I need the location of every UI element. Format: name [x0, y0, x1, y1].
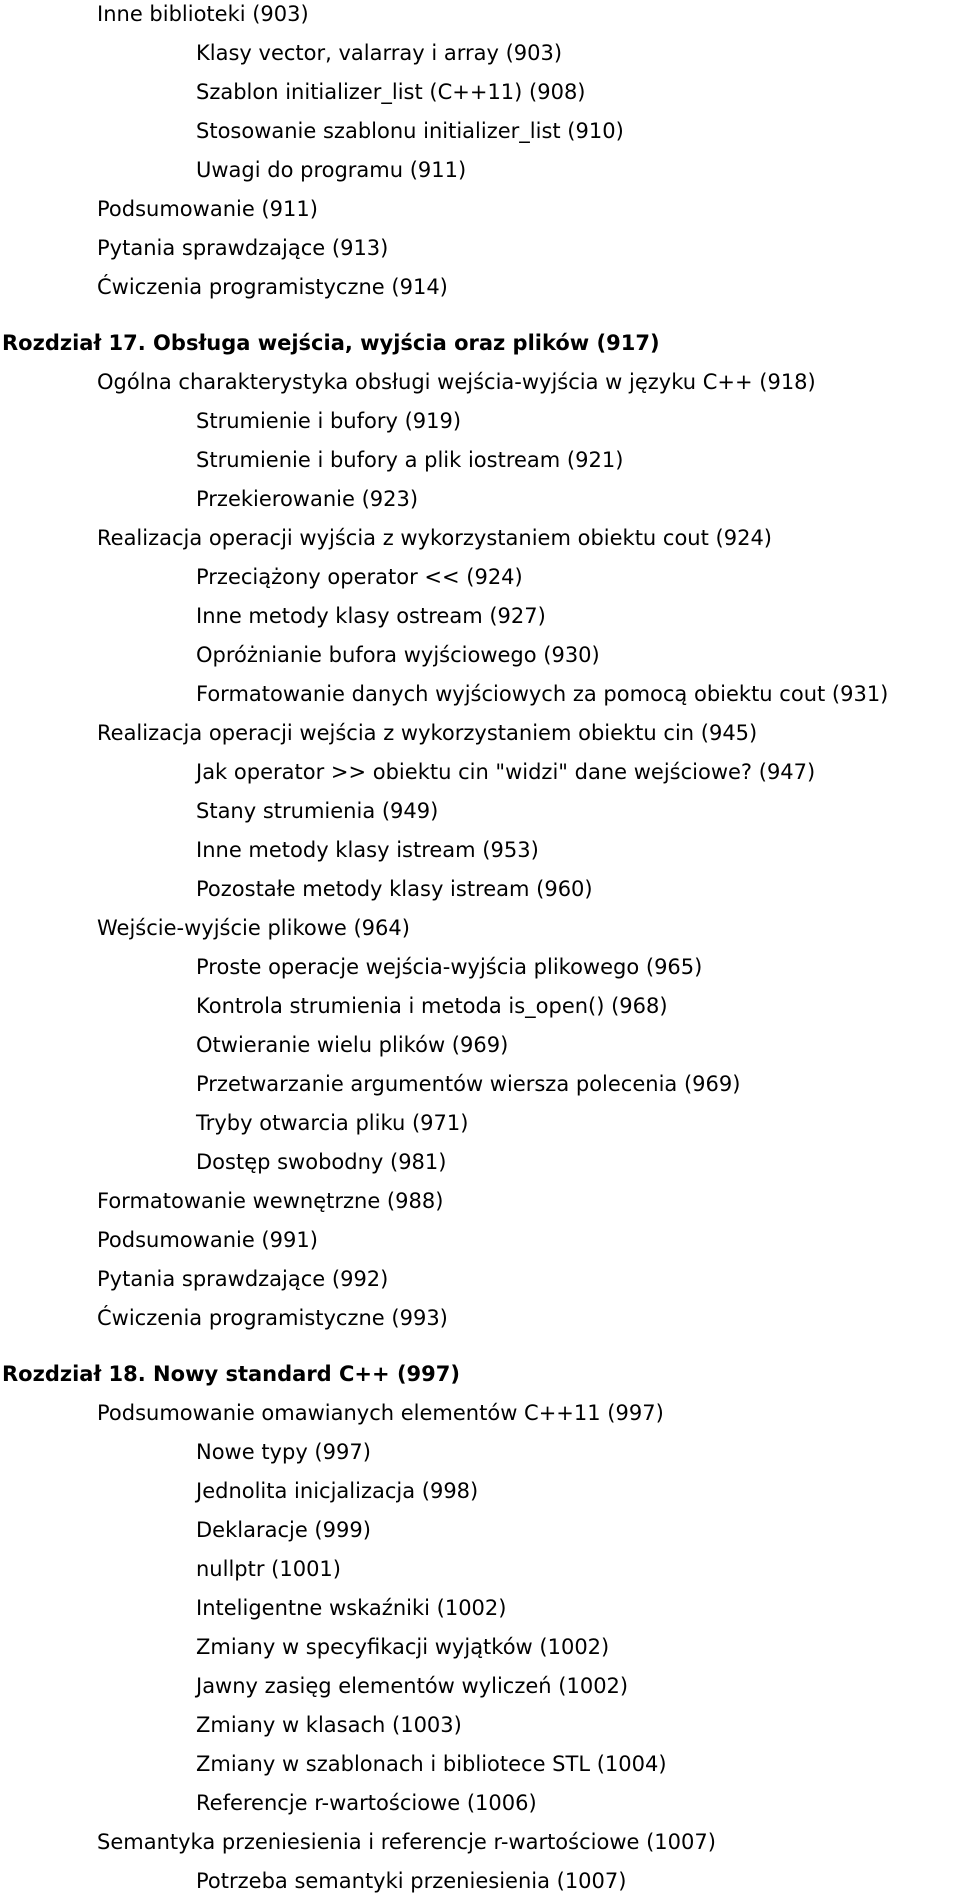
subsection-entry: Stany strumienia (949)	[196, 799, 439, 823]
subsection-entry: Otwieranie wielu plików (969)	[196, 1033, 509, 1057]
subsection-entry: Przeciążony operator << (924)	[196, 565, 523, 589]
subsection-entry: Uwagi do programu (911)	[196, 158, 467, 182]
subsection-entry: Nowe typy (997)	[196, 1440, 371, 1464]
subsection-entry: Kontrola strumienia i metoda is_open() (968)	[196, 994, 668, 1018]
section-entry: Inne biblioteki (903)	[97, 2, 309, 26]
subsection-entry: Proste operacje wejścia-wyjścia plikowego (965)	[196, 955, 703, 979]
section-entry: Realizacja operacji wyjścia z wykorzystaniem obiektu cout (924)	[97, 526, 772, 550]
subsection-entry: Zmiany w szablonach i bibliotece STL (1004)	[196, 1752, 667, 1776]
subsection-entry: Inteligentne wskaźniki (1002)	[196, 1596, 507, 1620]
subsection-entry: Szablon initializer_list (C++11) (908)	[196, 80, 586, 104]
section-entry: Ćwiczenia programistyczne (914)	[97, 275, 448, 299]
subsection-entry: Referencje r-wartościowe (1006)	[196, 1791, 537, 1815]
subsection-entry: Klasy vector, valarray i array (903)	[196, 41, 563, 65]
section-entry: Realizacja operacji wejścia z wykorzystaniem obiektu cin (945)	[97, 721, 758, 745]
subsection-entry: nullptr (1001)	[196, 1557, 341, 1581]
subsection-entry: Jawny zasięg elementów wyliczeń (1002)	[196, 1674, 629, 1698]
section-entry: Formatowanie wewnętrzne (988)	[97, 1189, 444, 1213]
subsection-entry: Strumienie i bufory a plik iostream (921)	[196, 448, 624, 472]
subsection-entry: Formatowanie danych wyjściowych za pomocą obiektu cout (931)	[196, 682, 889, 706]
subsection-entry: Potrzeba semantyki przeniesienia (1007)	[196, 1869, 627, 1893]
section-entry: Wejście-wyjście plikowe (964)	[97, 916, 410, 940]
subsection-entry: Jednolita inicjalizacja (998)	[196, 1479, 479, 1503]
subsection-entry: Przekierowanie (923)	[196, 487, 419, 511]
subsection-entry: Dostęp swobodny (981)	[196, 1150, 447, 1174]
section-entry: Pytania sprawdzające (992)	[97, 1267, 389, 1291]
subsection-entry: Zmiany w klasach (1003)	[196, 1713, 462, 1737]
subsection-entry: Inne metody klasy ostream (927)	[196, 604, 546, 628]
subsection-entry: Zmiany w specyfikacji wyjątków (1002)	[196, 1635, 610, 1659]
subsection-entry: Przetwarzanie argumentów wiersza polecenia (969)	[196, 1072, 741, 1096]
section-entry: Ogólna charakterystyka obsługi wejścia-wyjścia w języku C++ (918)	[97, 370, 816, 394]
subsection-entry: Stosowanie szablonu initializer_list (910)	[196, 119, 624, 143]
chapter-heading: Rozdział 17. Obsługa wejścia, wyjścia oraz plików (917)	[2, 331, 660, 355]
section-entry: Pytania sprawdzające (913)	[97, 236, 389, 260]
section-entry: Podsumowanie (991)	[97, 1228, 318, 1252]
subsection-entry: Opróżnianie bufora wyjściowego (930)	[196, 643, 600, 667]
subsection-entry: Jak operator >> obiektu cin "widzi" dane wejściowe? (947)	[196, 760, 816, 784]
subsection-entry: Deklaracje (999)	[196, 1518, 371, 1542]
section-entry: Semantyka przeniesienia i referencje r-wartościowe (1007)	[97, 1830, 716, 1854]
subsection-entry: Pozostałe metody klasy istream (960)	[196, 877, 593, 901]
section-entry: Ćwiczenia programistyczne (993)	[97, 1306, 448, 1330]
subsection-entry: Inne metody klasy istream (953)	[196, 838, 539, 862]
section-entry: Podsumowanie omawianych elementów C++11 (997)	[97, 1401, 664, 1425]
chapter-heading: Rozdział 18. Nowy standard C++ (997)	[2, 1362, 460, 1386]
section-entry: Podsumowanie (911)	[97, 197, 318, 221]
subsection-entry: Tryby otwarcia pliku (971)	[196, 1111, 469, 1135]
subsection-entry: Strumienie i bufory (919)	[196, 409, 462, 433]
